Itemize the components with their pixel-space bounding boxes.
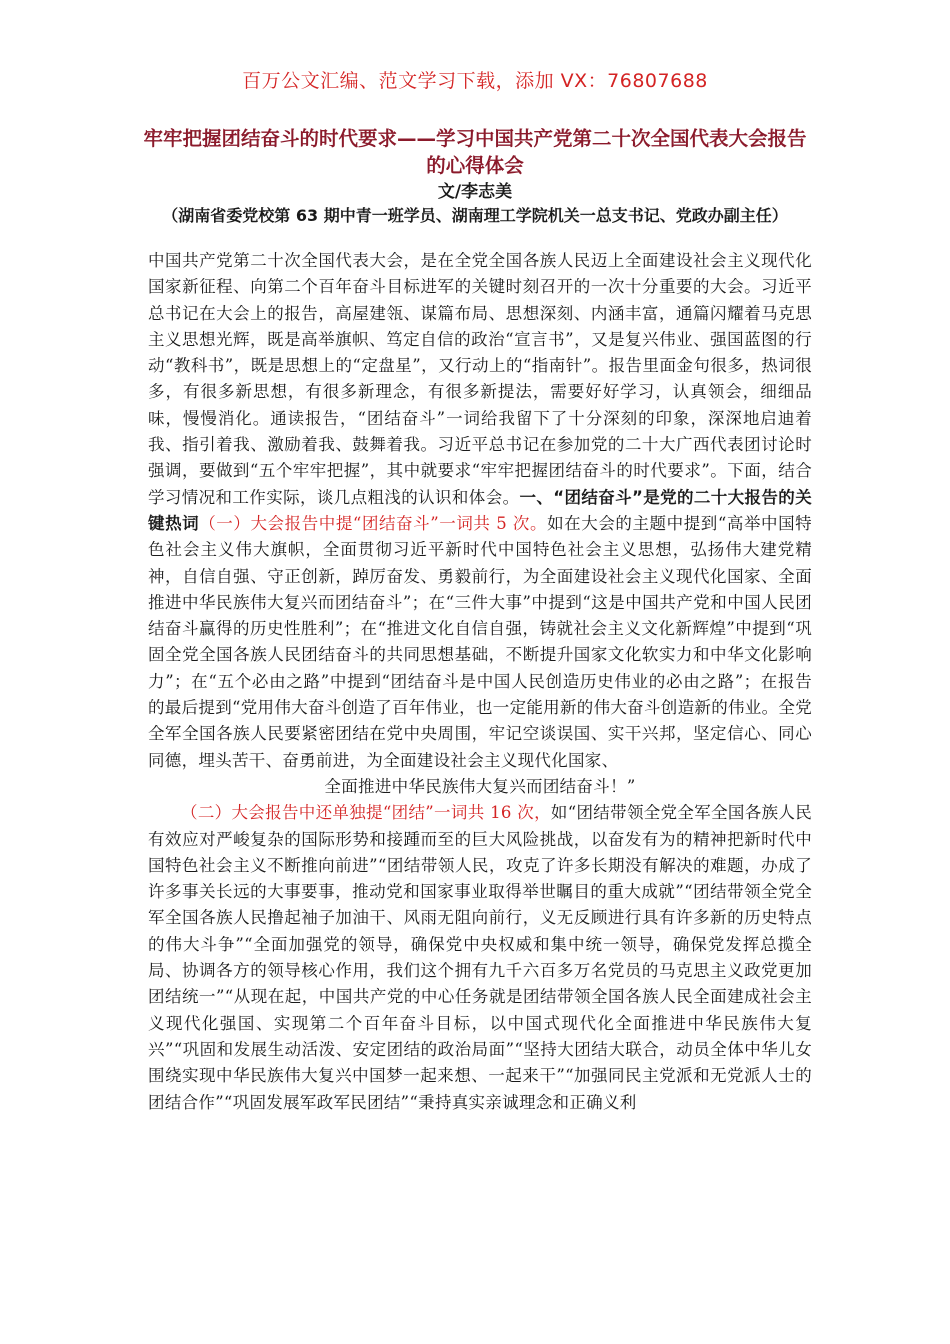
article-title: 牢牢把握团结奋斗的时代要求——学习中国共产党第二十次全国代表大会报告的心得体会	[143, 127, 807, 177]
subsection-1-text: 如在大会的主题中提到“高举中国特色社会主义伟大旗帜，全面贯彻习近平新时代中国特色社会主义思想，弘扬伟大建党精神，自信自强、守正创新，踔厉奋发、勇毅前行，为全面建设社会主义现代化国家、全面推进中华民族伟大复兴而团结奋斗”；在“三件大事”中提到“这是中国共产党和中国人民团结奋斗赢得的历史性胜利”；在“推进文化自信自强，铸就社会主义文化新辉煌”中提到“巩固全党全国各族人民团结奋斗的共同思想基础，不断提升国家文化软实力和中华文化影响力”；在“五个必由之路”中提到“团结奋斗是中国人民创造历史伟业的必由之路”；在报告的最后提到“党用伟大奋斗创造了百年伟业，也一定能用新的伟大奋斗创造新的伟业。全党全军全国各族人民要紧密团结在党中央周围，牢记空谈误国、实干兴邦，坚定信心、同心同德，埋头苦干、奋勇前进，为全面建设社会主义现代化国家、	[148, 513, 812, 770]
subsection-1-closing: 全面推进中华民族伟大复兴而团结奋斗！”	[324, 776, 636, 796]
section-heading-1: 一、“团结奋斗”是党的二十大报告的关键热词	[148, 487, 812, 533]
article-body	[148, 248, 812, 1116]
intro-paragraph	[148, 248, 812, 774]
author-affiliation: （湖南省委党校第 63 期中青一班学员、湖南理工学院机关一总支书记、党政办副主任）	[162, 206, 788, 225]
subheading-1: （一）大会报告中提“团结奋斗”一词共 5 次。	[199, 513, 548, 533]
subsection-2-paragraph	[148, 800, 812, 1116]
article-author: 文/李志美	[437, 182, 513, 202]
intro-text: 中国共产党第二十次全国代表大会，是在全党全国各族人民迈上全面建设社会主义现代化国家新征程、向第二个百年奋斗目标进军的关键时刻召开的一次十分重要的大会。习近平总书记在大会上的报告，高屋建瓴、谋篇布局、思想深刻、内涵丰富，通篇闪耀着马克思主义思想光辉，既是高举旗帜、笃定自信的政治“宣言书”，又是复兴伟业、强国蓝图的行动“教科书”，既是思想上的“定盘星”，又行动上的“指南针”。报告里面金句很多，热词很多，有很多新思想，有很多新理念，有很多新提法，需要好好学习，认真领会，细细品味，慢慢消化。通读报告，“团结奋斗”一词给我留下了十分深刻的印象，深深地启迪着我、指引着我、激励着我、鼓舞着我。习近平总书记在参加党的二十大广西代表团讨论时强调，要做到“五个牢牢把握”，其中就要求“牢牢把握团结奋斗的时代要求”。下面，结合学习情况和工作实际，谈几点粗浅的认识和体会。	[148, 251, 812, 507]
subsection-2-text: 如“团结带领全党全军全国各族人民有效应对严峻复杂的国际形势和接踵而至的巨大风险挑战，以奋发有为的精神把新时代中国特色社会主义不断推向前进”“团结带领人民，攻克了许多长期没有解决的难题，办成了许多事关长远的大事要事，推动党和国家事业取得举世瞩目的重大成就”“团结带领全党全军全国各族人民撸起袖子加油干、风雨无阻向前行，义无反顾进行具有许多新的历史特点的伟大斗争”“全面加强党的领导，确保党中央权威和集中统一领导，确保党发挥总揽全局、协调各方的领导核心作用，我们这个拥有九千六百多万名党员的马克思主义政党更加团结统一”“从现在起，中国共产党的中心任务就是团结带领全国各族人民全面建成社会主义现代化强国、实现第二个百年奋斗目标，以中国式现代化全面推进中华民族伟大复兴”“巩固和发展生动活泼、安定团结的政治局面”“坚持大团结大联合，动员全体中华儿女围绕实现中华民族伟大复兴中国梦一起来想、一起来干”“加强同民主党派和无党派人士的团结合作”“巩固发展军政军民团结”“秉持真实亲诚理念和正确义利	[148, 803, 812, 1112]
subheading-2: （二）大会报告中还单独提“团结”一词共 16 次，	[181, 803, 551, 823]
watermark-banner: 百万公文汇编、范文学习下载，添加 VX：76807688	[242, 70, 708, 92]
